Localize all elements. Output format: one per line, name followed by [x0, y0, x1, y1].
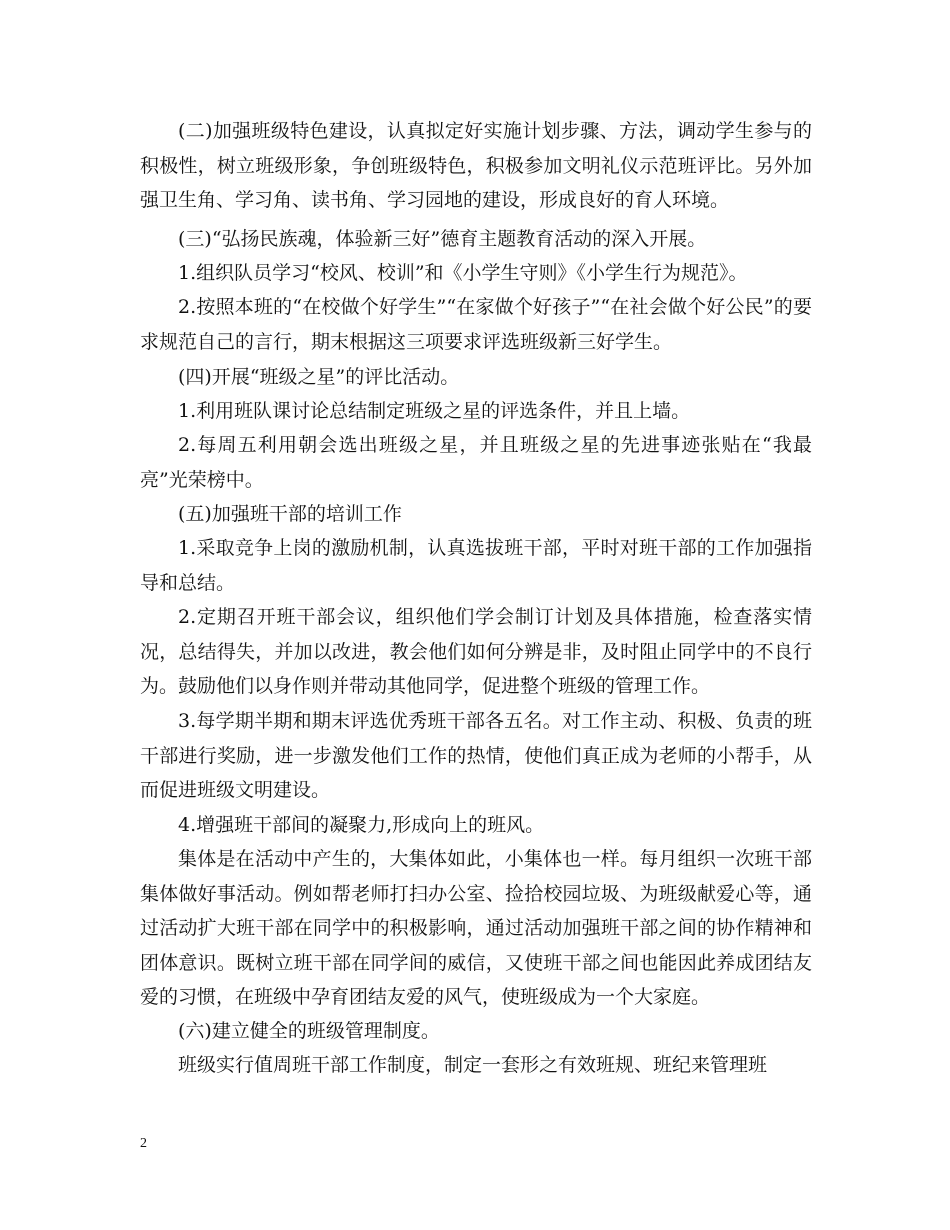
paragraph-item-weekly-star: 2.每周五利用朝会选出班级之星，并且班级之星的先进事迹张贴在“我最亮”光荣榜中。	[140, 434, 812, 491]
paragraph-collective-activities: 集体是在活动中产生的，大集体如此，小集体也一样。每月组织一次班干部集体做好事活动。例如帮老师打扫办公室、捡拾校园垃圾、为班级献爱心等，通过活动扩大班干部在同学中的积极影响，通过活动加强班干部之间的协作精神和团体意识。既树立班干部在同学间的威信，又使班干部之间也能因此养成团结友爱的习惯，在班级中孕育团结友爱的风气，使班级成为一个大家庭。	[140, 848, 812, 1008]
paragraph-item-criteria: 1.利用班队课讨论总结制定班级之星的评选条件，并且上墙。	[178, 400, 691, 422]
paragraph-duty-system: 班级实行值周班干部工作制度，制定一套形之有效班规、班纪来管理班	[178, 1054, 768, 1076]
paragraph-section-six-heading: (六)建立健全的班级管理制度。	[178, 1020, 440, 1042]
paragraph-class-feature: (二)加强班级特色建设，认真拟定好实施计划步骤、方法，调动学生参与的积极性，树立班级形象，争创班级特色，积极参加文明礼仪示范班评比。另外加强卫生角、学习角、读书角、学习园地的建设，形成良好的育人环境。	[140, 120, 812, 211]
paragraph-item-cohesion: 4.增强班干部间的凝聚力,形成向上的班风。	[178, 814, 545, 836]
paragraph-item-three-good: 2.按照本班的“在校做个好学生”“在家做个好孩子”“在社会做个好公民”的要求规范自己的言行，期末根据这三项要求评选班级新三好学生。	[140, 296, 812, 353]
paragraph-item-meetings: 2.定期召开班干部会议，组织他们学会制订计划及具体措施，检查落实情况，总结得失，并加以改进，教会他们如何分辨是非，及时阻止同学中的不良行为。鼓励他们以身作则并带动其他同学，促进整个班级的管理工作。	[140, 606, 812, 697]
page-number: 2	[140, 1136, 147, 1151]
paragraph-section-five-heading: (五)加强班干部的培训工作	[178, 503, 402, 525]
paragraph-item-competition: 1.采取竞争上岗的激励机制，认真选拔班干部，平时对班干部的工作加强指导和总结。	[140, 537, 812, 594]
paragraph-section-four-heading: (四)开展“班级之星”的评比活动。	[178, 366, 460, 388]
paragraph-section-three-heading: (三)“弘扬民族魂，体验新三好”德育主题教育活动的深入开展。	[178, 228, 707, 250]
paragraph-item-study-rules: 1.组织队员学习“校风、校训”和《小学生守则》《小学生行为规范》。	[178, 262, 748, 284]
paragraph-item-awards: 3.每学期半期和期末评选优秀班干部各五名。对工作主动、积极、负责的班干部进行奖励，进一步激发他们工作的热情，使他们真正成为老师的小帮手，从而促进班级文明建设。	[140, 710, 812, 801]
